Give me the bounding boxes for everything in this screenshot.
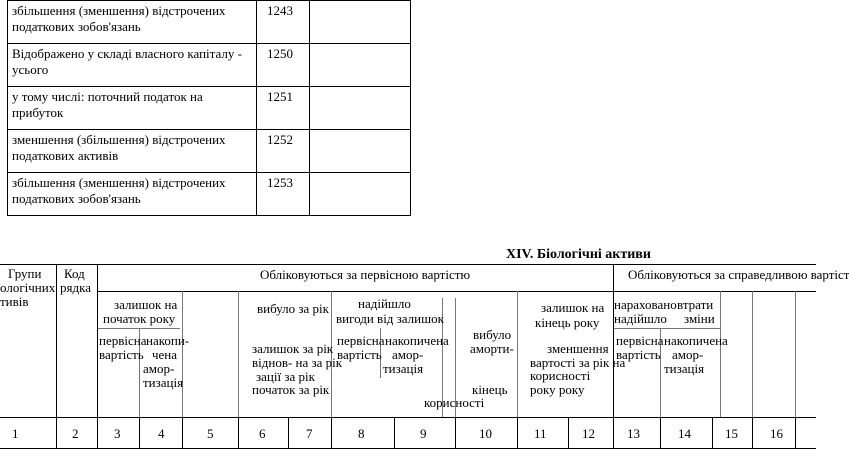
orig-cost-header: первісна bbox=[616, 333, 664, 348]
groups-header: Групи bbox=[8, 266, 42, 281]
table-row bbox=[8, 173, 411, 216]
rule bbox=[182, 291, 183, 417]
rule bbox=[0, 448, 816, 449]
rule bbox=[238, 417, 239, 448]
row-label: зменшення (збільшення) відстрочених податкових активів bbox=[8, 130, 257, 173]
row-label: Відображено у складі власного капіталу - усього bbox=[8, 44, 257, 87]
losses-header: зміни bbox=[684, 311, 715, 326]
section-title: XIV. Біологічні активи bbox=[506, 247, 651, 262]
rule bbox=[660, 417, 661, 448]
rule bbox=[720, 291, 721, 417]
accum-header: накопичена bbox=[385, 333, 449, 348]
accrued-header: нараховано bbox=[614, 297, 677, 312]
column-number: 14 bbox=[678, 426, 691, 441]
decrease-header: зменшення bbox=[547, 341, 609, 356]
rule bbox=[712, 417, 713, 448]
rule bbox=[139, 417, 140, 448]
received-header: вигоди від залишок bbox=[336, 311, 444, 326]
balance-start-header: початок року bbox=[103, 311, 176, 326]
rule bbox=[0, 264, 816, 265]
column-number: 11 bbox=[534, 426, 547, 441]
column-number: 10 bbox=[479, 426, 492, 441]
row-code: 1243 bbox=[257, 1, 310, 44]
rule bbox=[568, 417, 569, 448]
accum-header: чена bbox=[152, 347, 178, 362]
rule bbox=[795, 417, 796, 448]
remainder-header: зації за рік bbox=[256, 369, 315, 384]
row-code: 1253 bbox=[257, 173, 310, 216]
row-value bbox=[310, 130, 411, 173]
column-number: 4 bbox=[158, 426, 165, 441]
column-number: 13 bbox=[627, 426, 640, 441]
accum-header: накопичена bbox=[664, 333, 728, 348]
orig-cost-header: первісна bbox=[99, 333, 147, 348]
orig-cost-header: вартість bbox=[99, 347, 144, 362]
orig-cost-header: первісна bbox=[337, 333, 385, 348]
balance-start-header: залишок на bbox=[114, 297, 178, 312]
rule bbox=[752, 417, 753, 448]
row-value bbox=[310, 173, 411, 216]
rule bbox=[517, 291, 518, 417]
column-number: 6 bbox=[259, 426, 266, 441]
rule bbox=[331, 417, 332, 448]
table-row bbox=[8, 87, 411, 130]
table-row bbox=[8, 1, 411, 44]
accum-header: тизація bbox=[143, 375, 184, 390]
rule bbox=[288, 417, 289, 448]
end-header: кінець bbox=[472, 382, 508, 397]
rule bbox=[238, 291, 239, 417]
code-header: рядка bbox=[60, 280, 91, 295]
column-number: 15 bbox=[725, 426, 738, 441]
rule bbox=[97, 264, 98, 448]
row-value bbox=[310, 1, 411, 44]
rule bbox=[0, 417, 816, 418]
orig-cost-header: вартість bbox=[337, 347, 382, 362]
column-number: 1 bbox=[12, 426, 19, 441]
orig-cost-header: вартість bbox=[616, 347, 661, 362]
rule bbox=[56, 264, 57, 448]
decrease-header: року року bbox=[530, 382, 585, 397]
rule bbox=[182, 417, 183, 448]
column-number: 3 bbox=[114, 426, 121, 441]
remainder-header: початок за рік bbox=[252, 382, 330, 397]
accum-header: тизація bbox=[383, 361, 424, 376]
rule bbox=[97, 291, 816, 292]
remainder-header: залишок за рік bbox=[252, 341, 334, 356]
row-label: збільшення (зменшення) відстрочених податкових зобов'язань bbox=[8, 1, 257, 44]
initial-cost-header: Обліковуються за первісною вартістю bbox=[260, 267, 471, 282]
rule bbox=[517, 417, 518, 448]
disposed-header: вибуло за рік bbox=[257, 301, 329, 316]
column-number: 16 bbox=[770, 426, 783, 441]
accum-header: накопи- bbox=[146, 333, 190, 348]
remainder-header: віднов- на за рік bbox=[252, 355, 343, 370]
column-number: 12 bbox=[582, 426, 595, 441]
column-number: 5 bbox=[207, 426, 214, 441]
rule bbox=[795, 291, 796, 417]
row-code: 1250 bbox=[257, 44, 310, 87]
row-code: 1252 bbox=[257, 130, 310, 173]
table-row bbox=[8, 130, 411, 173]
received-header: надійшло bbox=[358, 296, 411, 311]
table-row bbox=[8, 44, 411, 87]
groups-header: ологічних bbox=[0, 280, 56, 295]
accrued-header: надійшло bbox=[614, 311, 667, 326]
row-label: у тому числі: поточний податок на прибуток bbox=[8, 87, 257, 130]
row-value bbox=[310, 87, 411, 130]
amortization-header: аморти- bbox=[470, 341, 514, 356]
column-number: 2 bbox=[72, 426, 79, 441]
rule bbox=[613, 328, 720, 329]
decrease-header: корисності bbox=[530, 368, 591, 383]
rule bbox=[394, 417, 395, 448]
amortization-header: вибуло bbox=[473, 327, 512, 342]
balance-end-header: залишок на bbox=[541, 300, 605, 315]
code-header: Код bbox=[64, 266, 85, 281]
fair-value-header: Обліковуються за справедливою вартіст bbox=[628, 267, 849, 282]
accum-header: амор- bbox=[143, 361, 175, 376]
decrease-header: вартості за рік на bbox=[530, 355, 626, 370]
column-number: 8 bbox=[358, 426, 365, 441]
row-value bbox=[310, 44, 411, 87]
rule bbox=[752, 291, 753, 417]
groups-header: тивів bbox=[0, 294, 29, 309]
accum-header: амор- bbox=[672, 347, 704, 362]
accum-header: амор- bbox=[392, 347, 424, 362]
balance-end-header: кінець року bbox=[535, 315, 600, 330]
row-label: збільшення (зменшення) відстрочених податкових зобов'язань bbox=[8, 173, 257, 216]
column-number: 7 bbox=[306, 426, 313, 441]
losses-header: втрати bbox=[677, 297, 714, 312]
column-number: 9 bbox=[420, 426, 427, 441]
accum-header: тизація bbox=[664, 361, 705, 376]
row-code: 1251 bbox=[257, 87, 310, 130]
usefulness-header: корисності bbox=[424, 395, 485, 410]
rule bbox=[455, 417, 456, 448]
tax-table bbox=[7, 0, 411, 216]
